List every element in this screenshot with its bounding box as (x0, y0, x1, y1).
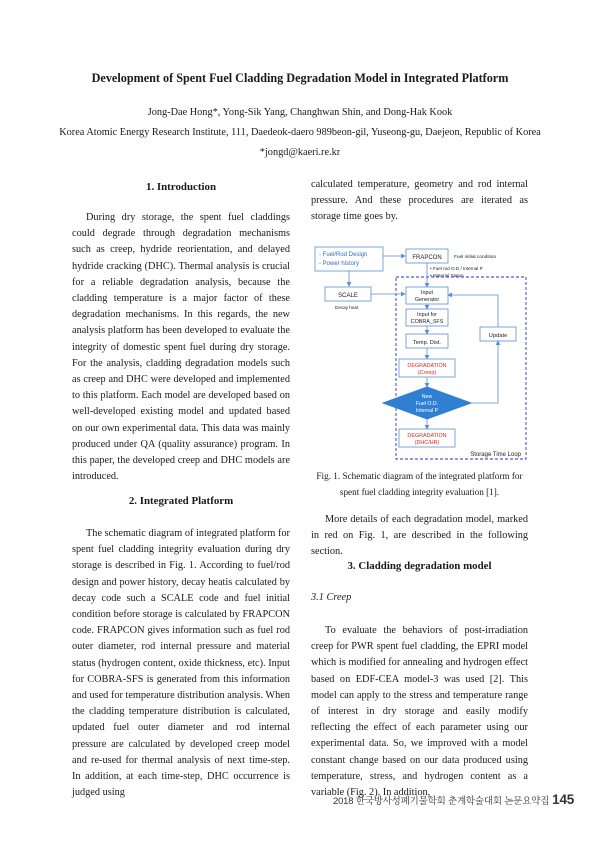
more-details-paragraph: More details of each degradation model, marked in red on Fig. 1, are described in the following section. (311, 514, 528, 558)
fuel-initial-label: Fuel initial condition (454, 255, 497, 260)
email: *jongd@kaeri.re.kr (259, 147, 341, 158)
diamond-line2: Fuel O.D. (415, 401, 439, 407)
intro-body (72, 210, 290, 485)
platform-paragraph: The schematic diagram of integrated platform for spent fuel cladding integrity evaluation during dry storage is described in Fig. 1. According to fuel/rod design and power history, decay heatis calculated by decay code such a SCALE code and fuel initial condition before storage is calculated by FRAPCON code. FRAPCON gives information such as fuel rod outer diameter, rod internal pressure and material status (hydrogen content, oxide thickness, etc). Input for COBRA-SFS is generated from this information and used for temperature distribution analysis. When the cladding temperature distribution is calculated, updated fuel outer diameter and rod internal pressure are calculated by developed creep model and re-used for thermal analysis of next time-step. In addition, at each time-step, DHC occurrence is judged using (72, 528, 290, 799)
creep-paragraph: To evaluate the behaviors of post-irradiation creep for PWR spent fuel cladding, the EPRI model which is modified for annealing and hydrogen effect based on EDF-CEA model-3 was used [2]. This model can apply to the stress and temperature range of interest in dry storage and easily modify reflecting the effect of each parameter using our experimental data. So, we improved with a model constant change based on our data produced using temperature, stress, and hydrogen content as a variable (Fig. 2). In addition, (311, 625, 528, 799)
bullet-od: • Fuel rod O.D / Internal P (430, 266, 483, 271)
input-cobra-line2: COBRA_SFS (410, 319, 444, 325)
input-cobra-line1: Input for (417, 312, 437, 318)
fuel-design-label: - Fuel/Rod Design (319, 252, 368, 258)
degradation-dhc-line1: DEGRADATION (407, 433, 447, 439)
storage-time-loop-label: Storage Time Loop (470, 452, 521, 458)
page-number: 145 (552, 792, 575, 807)
footer-text: 2018 한국방사성폐기물학회 춘계학술대회 논문요약집 (333, 796, 550, 807)
degradation-creep-line1: DEGRADATION (407, 363, 447, 369)
diamond-line1: New (421, 394, 433, 400)
intro-paragraph: During dry storage, the spent fuel claddings could degrade through degradation mechanisms such as creep, hydride reorientation, and delayed hydride cracking (DHC). Thermal analysis is crucial for a reliable degradation analysis, because the cladding temperature is a major factor of these degradation mechanisms. In this regards, the new analysis platform has been developed to evaluate the integrity of domestic spent fuel during dry storage. For the analysis, cladding degradation models such as creep and DHC were developed and implemented to this platform. Each model are developed based on well-developed existing model and updated based on our own experimental data. This data was mainly produced under QA (quality assurance) program. In this paper, the developed creep and DHC models are introduced. (72, 212, 290, 483)
right-top-paragraph: calculated temperature, geometry and rod internal pressure. And these procedures are iterated as storage time goes by. (311, 179, 528, 223)
figure-1-diagram (313, 243, 528, 462)
right-top-body (311, 177, 528, 226)
scale-label: SCALE (338, 293, 358, 299)
creep-body (311, 623, 528, 801)
degradation-creep-line2: (Creep) (417, 370, 437, 376)
more-details-body (311, 512, 528, 561)
degradation-dhc-line2: (DHC/HR) (414, 440, 440, 446)
input-generator-line2: Generator (414, 297, 440, 303)
figure-caption: Fig. 1. Schematic diagram of the integrated platform for spent fuel cladding integrity evaluation [1]. (316, 471, 523, 497)
fuel-design-box (315, 247, 383, 271)
creep-subheading: 3.1 Creep (311, 592, 352, 603)
authors: Jong-Dae Hong*, Yong-Sik Yang, Changhwan Shin, and Dong-Hak Kook (147, 107, 453, 118)
intro-heading: 1. Introduction (146, 181, 216, 193)
platform-heading: 2. Integrated Platform (128, 495, 234, 507)
update-label: Update (488, 333, 508, 339)
platform-body (72, 526, 290, 801)
affiliation: Korea Atomic Energy Research Institute, 111, Daedeok-daero 989beon-gil, Yuseong-gu, Daejeon, Republic of Korea (59, 127, 541, 138)
model-heading: 3. Cladding degradation model (347, 560, 492, 572)
frapcon-label: FRAPCON (412, 255, 442, 261)
bullet-material: • Material Status (430, 273, 464, 278)
input-generator-line1: Input (421, 290, 433, 296)
diamond-line3: Internal P (415, 408, 439, 414)
power-history-label: - Power history (319, 261, 360, 267)
temp-dist-label: Temp. Dist. (413, 340, 441, 346)
page-footer (333, 792, 574, 807)
decay-heat-label: Decay heat (335, 305, 359, 310)
paper-title: Development of Spent Fuel Cladding Degradation Model in Integrated Platform (91, 71, 509, 85)
